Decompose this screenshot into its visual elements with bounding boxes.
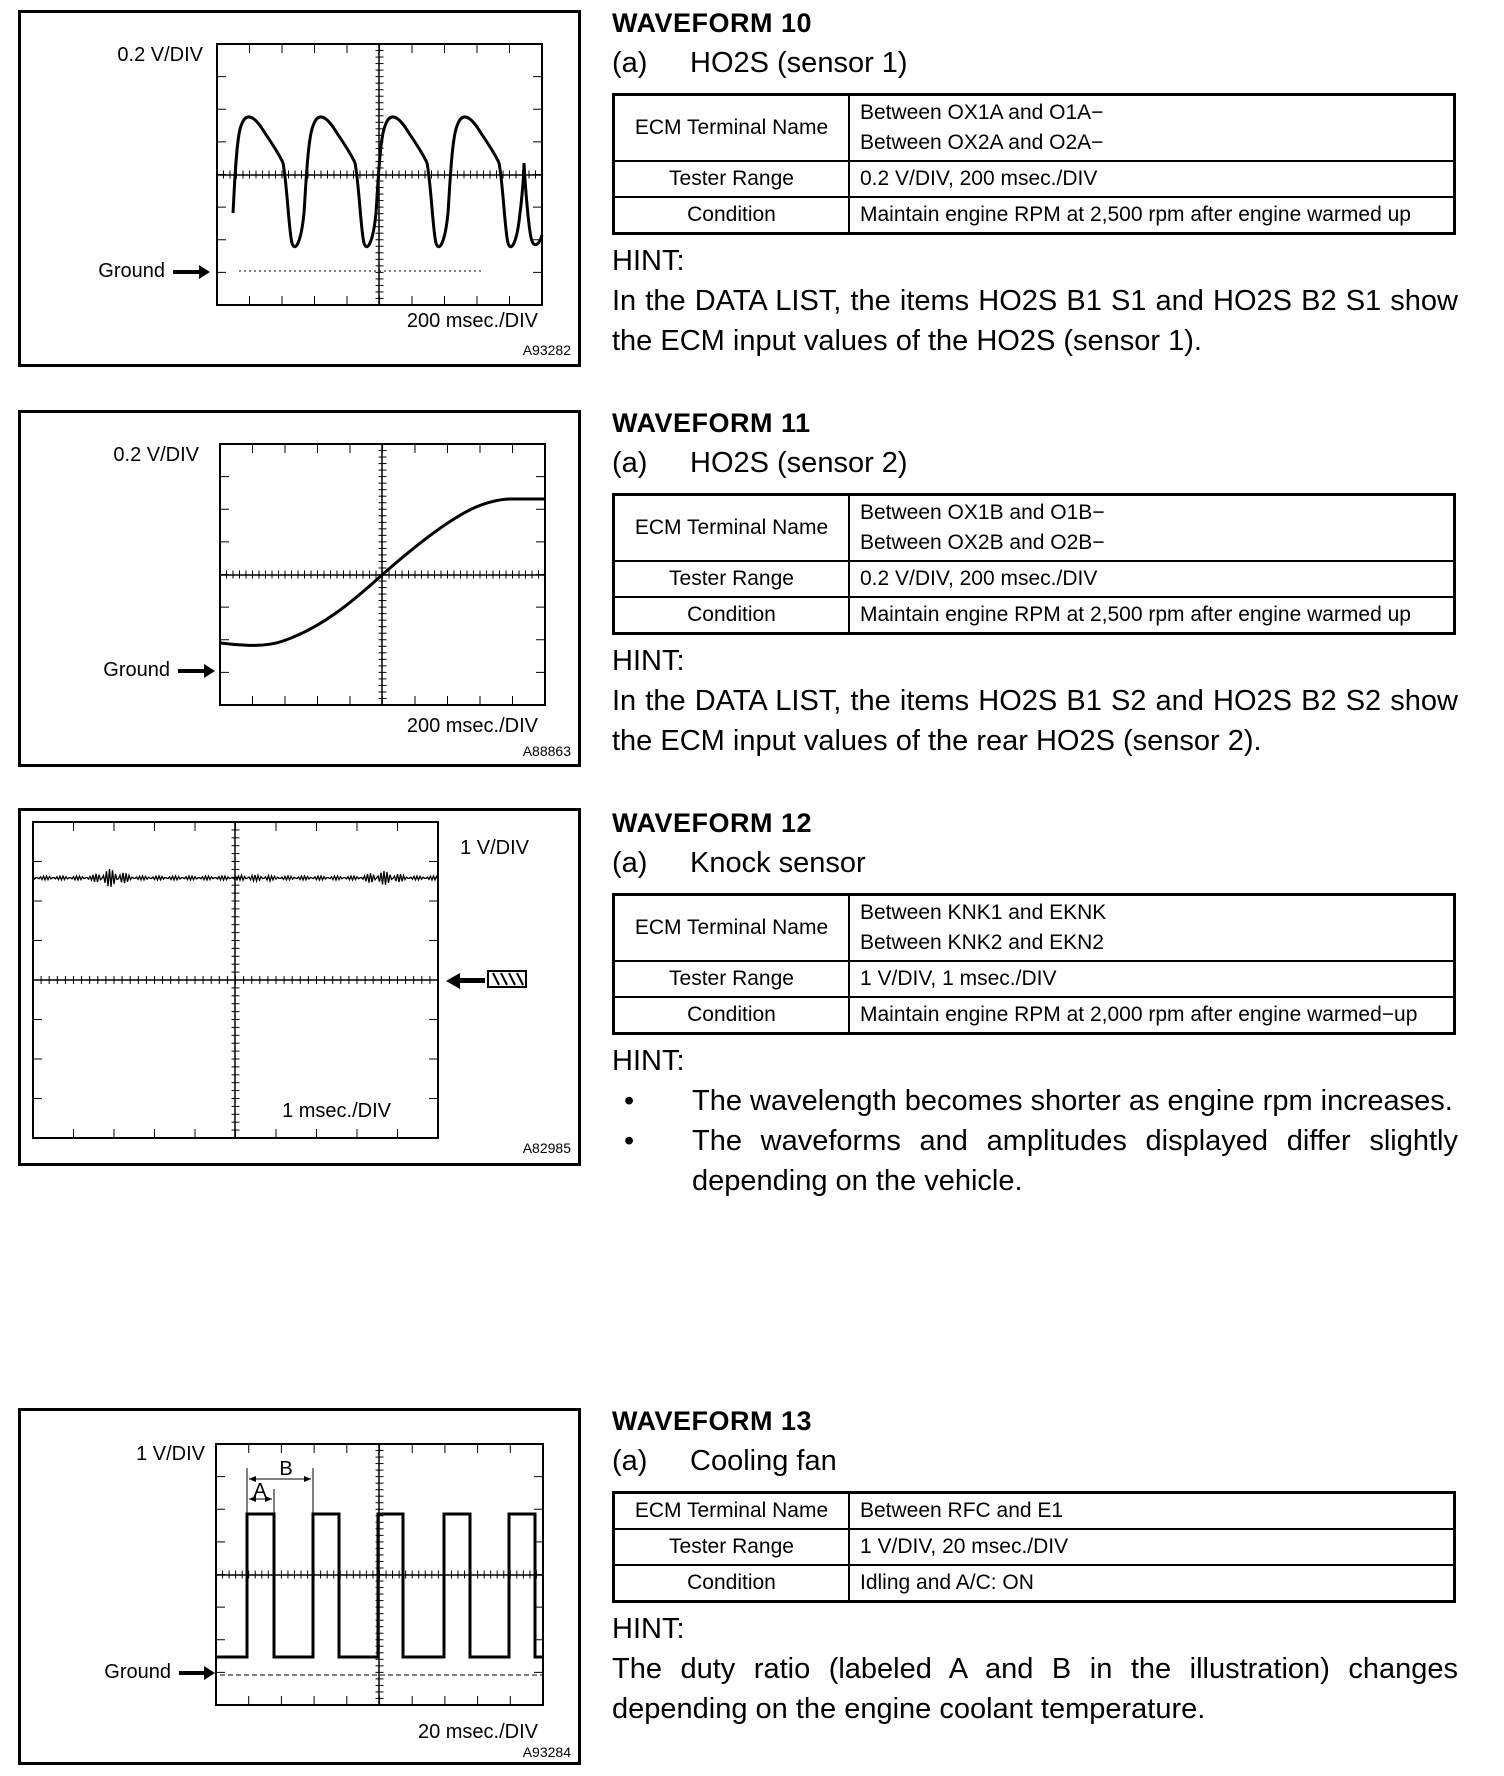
waveform-13-trace <box>216 1514 543 1657</box>
condition-label: Condition <box>614 1565 850 1602</box>
time-per-div-label: 1 msec./DIV <box>282 1100 391 1122</box>
section-subtitle <box>612 1441 1458 1481</box>
sub-text: Knock sensor <box>690 847 866 879</box>
range-value: 1 V/DIV, 20 msec./DIV <box>849 1529 1455 1565</box>
sub-text: Cooling fan <box>690 1445 837 1477</box>
volts-per-div-label: 1 V/DIV <box>136 1443 205 1465</box>
waveform-12-section <box>612 803 1458 1201</box>
section-title: WAVEFORM 13 <box>612 1406 813 1436</box>
terminal-line-2: Between OX2B and O2B− <box>860 531 1105 554</box>
hint-bullet-2 <box>612 1121 1458 1201</box>
figure-code: A82985 <box>522 1140 571 1156</box>
range-label: Tester Range <box>614 1529 850 1565</box>
condition-label: Condition <box>614 997 850 1034</box>
section-subtitle <box>612 43 1458 83</box>
volts-per-div-label: 1 V/DIV <box>460 837 529 859</box>
ground-arrow-icon <box>446 973 485 989</box>
terminal-value <box>849 95 1455 162</box>
terminal-line-1: Between OX1A and O1A− <box>860 101 1104 124</box>
terminal-label: ECM Terminal Name <box>614 495 850 562</box>
condition-label: Condition <box>614 197 850 234</box>
condition-value: Maintain engine RPM at 2,500 rpm after engine warmed up <box>849 597 1455 634</box>
terminal-value: Between RFC and E1 <box>849 1493 1455 1530</box>
condition-label: Condition <box>614 597 850 634</box>
hint-heading: HINT: <box>612 645 685 677</box>
terminal-line-2: Between KNK2 and EKN2 <box>860 931 1104 954</box>
terminal-label: ECM Terminal Name <box>614 895 850 962</box>
sub-text: HO2S (sensor 2) <box>690 447 908 479</box>
sub-letter: (a) <box>612 447 648 479</box>
waveform-12-figure <box>18 808 581 1166</box>
spec-table <box>612 893 1456 1035</box>
bullet-dot-icon: • <box>624 1085 635 1117</box>
hint-heading: HINT: <box>612 245 685 277</box>
section-title: WAVEFORM 12 <box>612 808 813 838</box>
ground-symbol-icon <box>488 971 526 987</box>
ground-label: Ground <box>104 1661 171 1683</box>
waveform-11-figure <box>18 410 581 767</box>
sub-letter: (a) <box>612 47 648 79</box>
sub-letter: (a) <box>612 847 648 879</box>
bullet-text: The wavelength becomes shorter as engine rpm increases. <box>692 1085 1453 1117</box>
time-per-div-label: 20 msec./DIV <box>417 1721 538 1743</box>
volts-per-div-label: 0.2 V/DIV <box>113 444 199 466</box>
ground-label: Ground <box>98 260 165 282</box>
terminal-line-1: Between OX1B and O1B− <box>860 501 1105 524</box>
range-value: 0.2 V/DIV, 200 msec./DIV <box>849 161 1455 197</box>
spec-table <box>612 1491 1456 1603</box>
time-per-div-label: 200 msec./DIV <box>406 310 538 332</box>
condition-value: Maintain engine RPM at 2,500 rpm after engine warmed up <box>849 197 1455 234</box>
waveform-13-scope <box>21 1411 578 1762</box>
duty-label-b: B <box>279 1458 293 1480</box>
spec-table <box>612 93 1456 235</box>
waveform-10-trace <box>233 117 542 247</box>
bullet-text: The waveforms and amplitudes displayed differ slightly depending on the vehicle. <box>692 1125 1458 1197</box>
ground-label: Ground <box>103 659 170 681</box>
terminal-line-1: Between KNK1 and EKNK <box>860 901 1107 924</box>
hint-text: In the DATA LIST, the items HO2S B1 S2 and HO2S B2 S2 show the ECM input values of the rear HO2S (sensor 2). <box>612 685 1458 757</box>
hint-text: The duty ratio (labeled A and B in the illustration) changes depending on the engine coolant temperature. <box>612 1653 1458 1725</box>
terminal-line-2: Between OX2A and O2A− <box>860 131 1104 154</box>
ground-arrow-icon <box>173 265 210 279</box>
section-title: WAVEFORM 11 <box>612 408 811 438</box>
waveform-13-section <box>612 1401 1458 1729</box>
ground-arrow-icon <box>179 1666 215 1680</box>
terminal-label: ECM Terminal Name <box>614 1493 850 1530</box>
time-per-div-label: 200 msec./DIV <box>406 715 538 737</box>
condition-value: Idling and A/C: ON <box>849 1565 1455 1602</box>
hint-heading: HINT: <box>612 1045 685 1077</box>
ground-arrow-icon <box>178 664 215 678</box>
waveform-13-figure <box>18 1408 581 1765</box>
range-value: 1 V/DIV, 1 msec./DIV <box>849 961 1455 997</box>
figure-code: A93282 <box>522 342 571 358</box>
section-subtitle <box>612 843 1458 883</box>
waveform-10-section <box>612 3 1458 361</box>
range-label: Tester Range <box>614 961 850 997</box>
sub-text: HO2S (sensor 1) <box>690 47 908 79</box>
section-title: WAVEFORM 10 <box>612 8 813 38</box>
hint-heading: HINT: <box>612 1613 685 1645</box>
condition-value: Maintain engine RPM at 2,000 rpm after engine warmed−up <box>849 997 1455 1034</box>
spec-table <box>612 493 1456 635</box>
waveform-12-scope <box>21 811 578 1163</box>
figure-code: A93284 <box>522 1744 571 1760</box>
hint-text: In the DATA LIST, the items HO2S B1 S1 and HO2S B2 S1 show the ECM input values of the HO2S (sensor 1). <box>612 285 1458 357</box>
figure-code: A88863 <box>522 743 571 759</box>
hint-bullet-1 <box>612 1081 1458 1121</box>
waveform-10-scope <box>21 13 578 364</box>
terminal-value <box>849 895 1455 962</box>
terminal-value <box>849 495 1455 562</box>
range-label: Tester Range <box>614 161 850 197</box>
waveform-10-figure <box>18 10 581 367</box>
volts-per-div-label: 0.2 V/DIV <box>117 44 203 66</box>
duty-label-a: A <box>253 1480 267 1502</box>
terminal-label: ECM Terminal Name <box>614 95 850 162</box>
sub-letter: (a) <box>612 1445 648 1477</box>
bullet-dot-icon: • <box>624 1125 635 1157</box>
waveform-11-scope <box>21 413 578 764</box>
range-label: Tester Range <box>614 561 850 597</box>
range-value: 0.2 V/DIV, 200 msec./DIV <box>849 561 1455 597</box>
section-subtitle <box>612 443 1458 483</box>
waveform-11-section <box>612 403 1458 761</box>
